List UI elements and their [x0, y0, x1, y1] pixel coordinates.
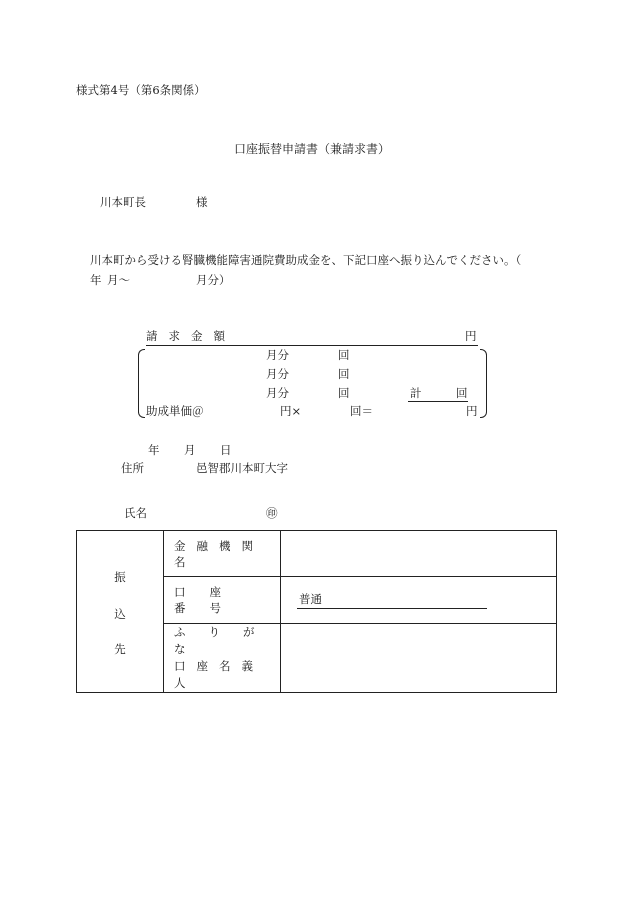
- right-brace: [480, 349, 487, 418]
- seal-mark: ㊞: [266, 506, 278, 520]
- claim-amount-label: 請求金額: [146, 329, 236, 343]
- total-underline: [408, 401, 468, 402]
- request-text: 川本町から受ける腎臓機能障害通院費助成金を、下記口座へ振り込んでください。（: [90, 253, 522, 267]
- account-type: 普通: [299, 592, 322, 606]
- addressee-name: 川本町長: [100, 195, 146, 209]
- account-number-underline: [297, 608, 487, 609]
- unit-result-yen[interactable]: 円: [466, 404, 478, 418]
- date-month[interactable]: 月: [184, 443, 196, 457]
- address-field[interactable]: 邑智郡川本町大字: [196, 461, 288, 475]
- institution-field[interactable]: [281, 531, 557, 577]
- side-char-1: 振: [114, 569, 126, 584]
- row3-month[interactable]: 月分: [266, 386, 289, 400]
- holder-field[interactable]: [281, 624, 557, 693]
- row1-times[interactable]: 回: [338, 348, 350, 362]
- holder-kana-label: ふりがな: [174, 625, 278, 656]
- row2-month[interactable]: 月分: [266, 367, 289, 381]
- form-reference: 様式第4号（第6条関係）: [76, 83, 206, 97]
- addressee-honorific: 様: [196, 195, 208, 209]
- name-label: 氏名: [124, 506, 147, 520]
- unit-price-label: 助成単価＠: [146, 404, 204, 418]
- address-label: 住所: [121, 461, 144, 475]
- row2-times[interactable]: 回: [338, 367, 350, 381]
- claim-amount-underline: [146, 345, 478, 346]
- holder-label: 口座名義人: [174, 659, 264, 690]
- account-number-label: 口座番号: [174, 585, 245, 615]
- side-char-2: 込: [114, 606, 126, 621]
- date-day[interactable]: 日: [220, 443, 232, 457]
- institution-label: 金融機関名: [174, 538, 264, 569]
- unit-times[interactable]: 回＝: [350, 404, 373, 418]
- left-brace: [138, 349, 145, 418]
- row3-times[interactable]: 回: [338, 386, 350, 400]
- date-year[interactable]: 年: [148, 443, 160, 457]
- account-number-field[interactable]: [281, 577, 557, 624]
- request-month-from[interactable]: 月〜: [107, 273, 130, 287]
- unit-yen[interactable]: 円×: [280, 404, 302, 418]
- total-times[interactable]: 回: [456, 386, 468, 400]
- transfer-destination-cell: [77, 531, 164, 693]
- bank-transfer-table: [76, 530, 557, 693]
- document-title: 口座振替申請書（兼請求書）: [234, 142, 391, 156]
- claim-yen: 円: [465, 329, 477, 343]
- side-char-3: 先: [114, 641, 126, 656]
- request-year: 年: [90, 273, 102, 287]
- row1-month[interactable]: 月分: [266, 348, 289, 362]
- total-label: 計: [410, 386, 422, 400]
- request-month-to[interactable]: 月分）: [196, 273, 231, 287]
